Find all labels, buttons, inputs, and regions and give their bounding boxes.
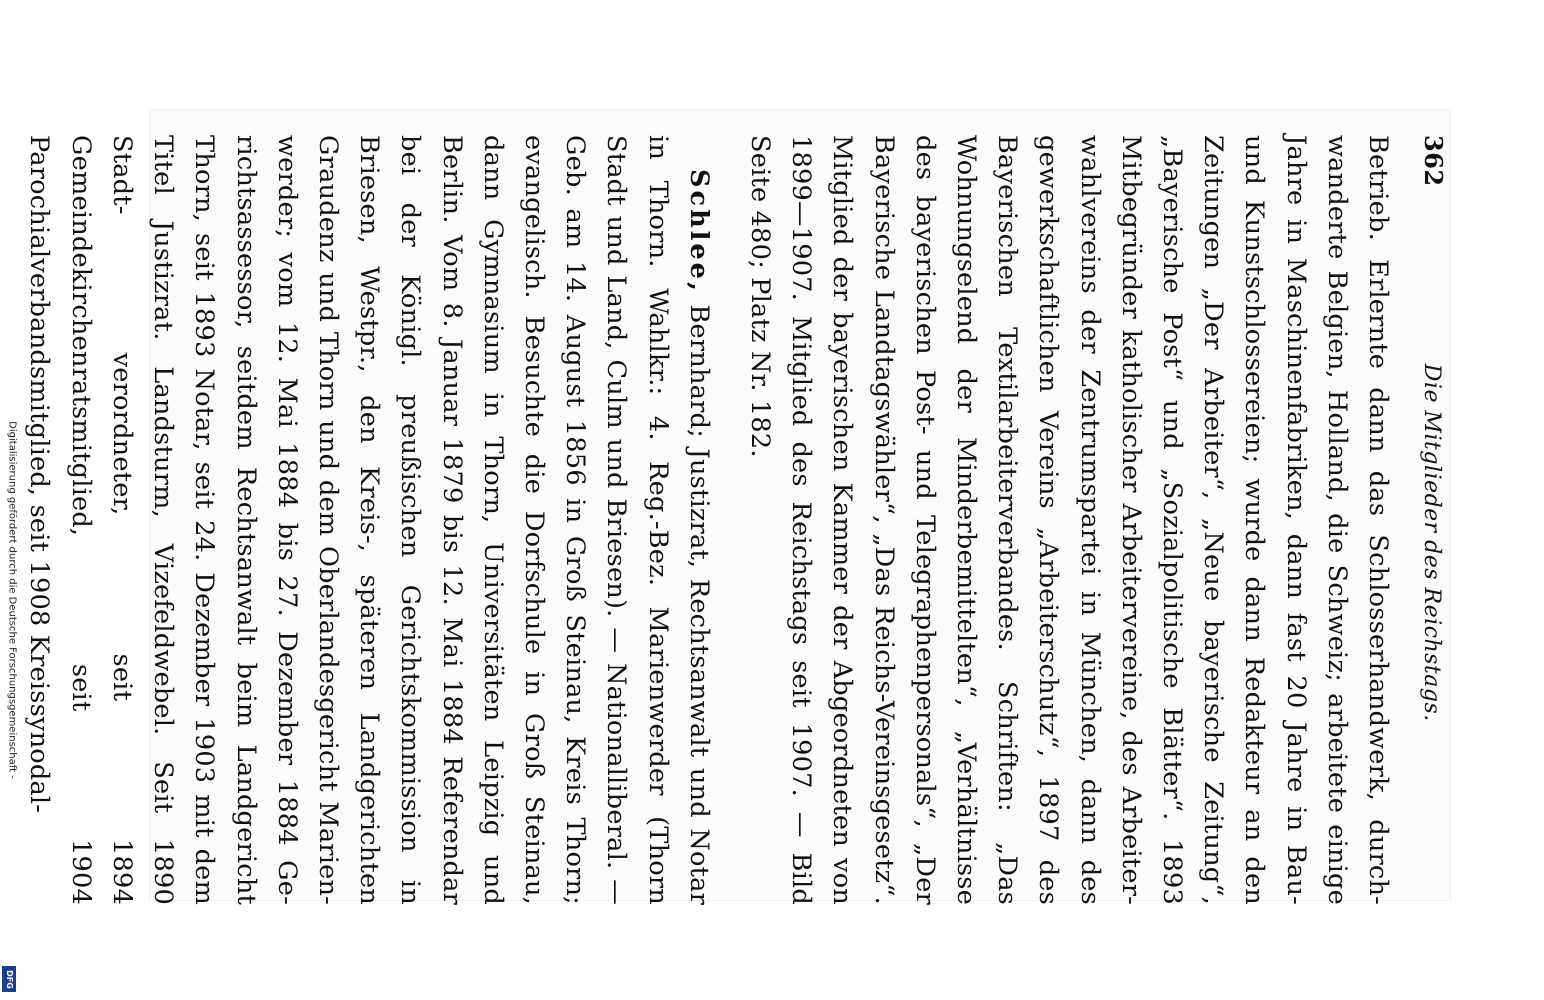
text-line: und Kunstschlossereien; wurde dann Redakteur an den [1239, 135, 1270, 905]
text-line: Wohnungselend der Minderbemittelten“, „Verhältnisse des [909, 135, 981, 905]
text-line: Geb. am 14. August 1856 in Groß Steinau, Kreis [560, 135, 591, 805]
text-line: Steinau, dann Gymnasium in Thorn, Universitäten Leipzig [477, 135, 549, 905]
member-name: Schlee, [683, 169, 714, 294]
text-line: 1904 Parochialverbandsmitglied, seit 1908 Kreissynodal- [24, 135, 96, 905]
dfg-logo [2, 966, 16, 992]
text-line: „Bayerische Post“ und „Sozialpolitische Blätter“. 1893 [1156, 135, 1187, 905]
text-line: Bayerischen Textilarbeiterverbandes. Schriften: „Das [992, 135, 1023, 905]
text-line: wahlvereins der Zentrumspartei in München, dann des [1074, 135, 1105, 905]
book-page [24, 135, 1448, 905]
text-line: richtsassessor, seitdem Rechtsanwalt beim Landgericht Thorn, [189, 135, 261, 905]
text-line: in Briesen, Westpr., den Kreis-, späteren Landgerichten [354, 135, 426, 905]
entry-paragraph-2 [18, 135, 718, 905]
running-title: Die Mitglieder des Reichstags. [1419, 363, 1444, 722]
text-line: Justizrat. Landsturm, Vizefeldwebel. Seit 1890 Stadt- [106, 135, 179, 905]
entry-paragraph-1 [739, 135, 1398, 905]
text-line: wanderte Belgien, Holland, die Schweiz; arbeitete einige [1321, 135, 1352, 905]
text-line: Jahre in Maschinenfabriken, dann fast 20 Jahre in Bau- [1280, 135, 1311, 905]
text-line: Stadt und Land, Culm und Briesen). — Nationalliberal. — [601, 135, 632, 905]
text-line: werder; vom 12. Mai 1884 bis 27. Dezember 1884 Ge- [271, 135, 302, 905]
text-line: Referendar bei der Königl. preußischen Gerichtskommission [395, 135, 467, 905]
text-line: Mitglied der bayerischen Kammer der Abgeordneten von [827, 135, 858, 905]
text-line: Mitbegründer katholischer Arbeitervereine, des Arbeiter- [1115, 135, 1146, 905]
dfg-logo-text: DFG [4, 969, 14, 989]
text-line: gewerkschaftlichen Vereins „Arbeiterschutz“, 1897 des [1033, 135, 1064, 905]
text-line: verordneter, seit 1894 Gemeindekirchenratsmitglied, seit [65, 135, 137, 905]
page-number: 362 [1419, 135, 1448, 187]
text-line: bayerischen Post- und Telegraphenpersonals“, „Der [909, 195, 940, 905]
text-line: Seite 480; Platz Nr. 182. [744, 135, 775, 458]
page-header [1398, 135, 1448, 905]
text-line: in Thorn. Wahlkr.: 4. Reg.-Bez. Marienwerder (Thorn [642, 135, 673, 905]
text-line: 1899—1907. Mitglied des Reichstags seit 1907. — Bild [786, 135, 817, 905]
text-line: seit 1893 Notar, seit 24. Dezember 1903 mit dem Titel [148, 135, 220, 905]
text-line: Bernhard; Justizrat, Rechtsanwalt und Notar [683, 293, 714, 905]
credit-text: Digitalisierung gefördert durch die Deutsche Forschungsgemeinschaft - [6, 421, 18, 779]
text-line: Zeitungen „Der Arbeiter“, „Neue bayerische Zeitung“, [1198, 135, 1229, 905]
text-line: Bayerische Landtagswähler“, „Das Reichs-Vereinsgesetz“. [868, 135, 899, 905]
text-line: Graudenz und Thorn und dem Oberlandesgericht Marien- [312, 135, 343, 905]
text-line: und Berlin. Vom 8. Januar 1879 bis 12. Mai 1884 [436, 135, 508, 905]
text-line: Betrieb. Erlernte dann das Schlosserhandwerk, durch- [1363, 135, 1393, 905]
text-line: Thorn; evangelisch. Besuchte die Dorfschule in Groß [518, 135, 591, 905]
